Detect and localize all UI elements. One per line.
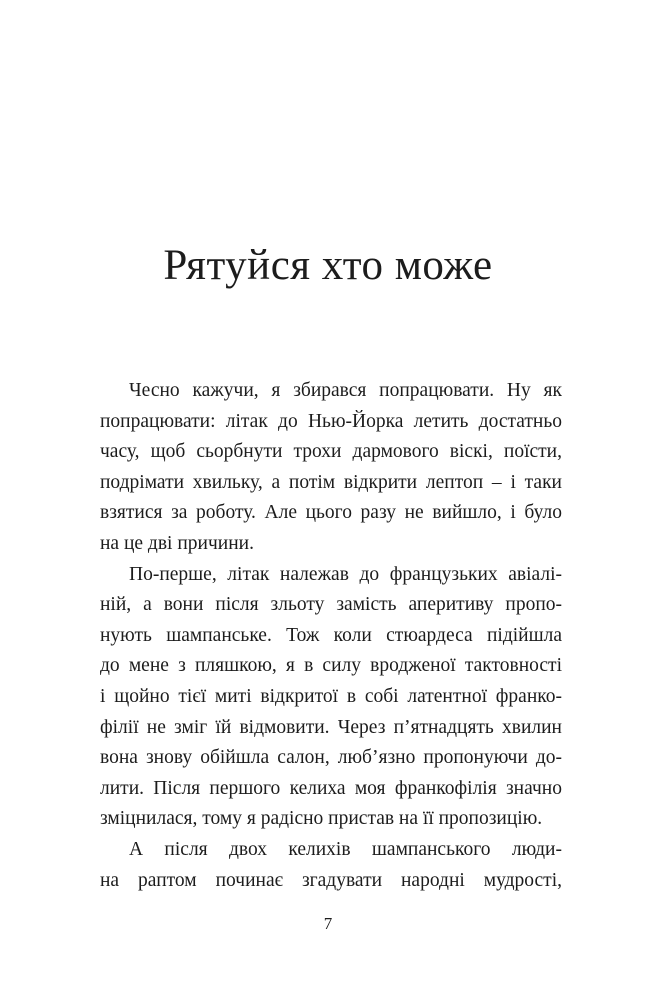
text-line: вона знову обійшла салон, люб’язно пропонуючи до- [100, 747, 562, 769]
text-line: подрімати хвильку, а потім відкрити лептоп – і таки [100, 471, 562, 493]
text-line: до мене з пляшкою, я в силу вродженої тактовності [100, 655, 562, 677]
paragraph-2 [100, 560, 562, 835]
text-line: і щойно тієї миті відкритої в собі латентної франко- [100, 685, 562, 707]
text-line: лити. Після першого келиха моя франкофілія значно [100, 777, 562, 799]
text-line: нують шампанське. Тож коли стюардеса підійшла [100, 624, 562, 646]
text-line: часу, щоб сьорбнути трохи дармового віскі, поїсти, [100, 441, 562, 463]
text-line: на раптом починає згадувати народні мудрості, [100, 869, 562, 891]
page-number: 7 [323, 914, 333, 933]
text-line: попрацювати: літак до Нью-Йорка летить достатньо [100, 410, 562, 432]
body-text [100, 376, 562, 896]
text-line: По-перше, літак належав до французьких авіалі- [129, 563, 562, 585]
chapter-title: Рятуйся хто може [163, 242, 493, 289]
text-line: А після двох келихів шампанського люди- [129, 838, 562, 860]
text-line: ній, а вони після зльоту замість аперитиву пропо- [100, 594, 562, 616]
paragraph-1 [100, 376, 562, 560]
text-line: взятися за роботу. Але цього разу не вийшло, і було [100, 502, 562, 524]
text-line: філії не зміг їй відмовити. Через п’ятнадцять хвилин [100, 716, 562, 738]
text-line: зміцнилася, тому я радісно пристав на її пропозицію. [100, 808, 543, 830]
paragraph-3 [100, 835, 562, 896]
text-line: Чесно кажучи, я збирався попрацювати. Ну як [129, 380, 562, 401]
text-line: на це дві причини. [100, 532, 254, 554]
